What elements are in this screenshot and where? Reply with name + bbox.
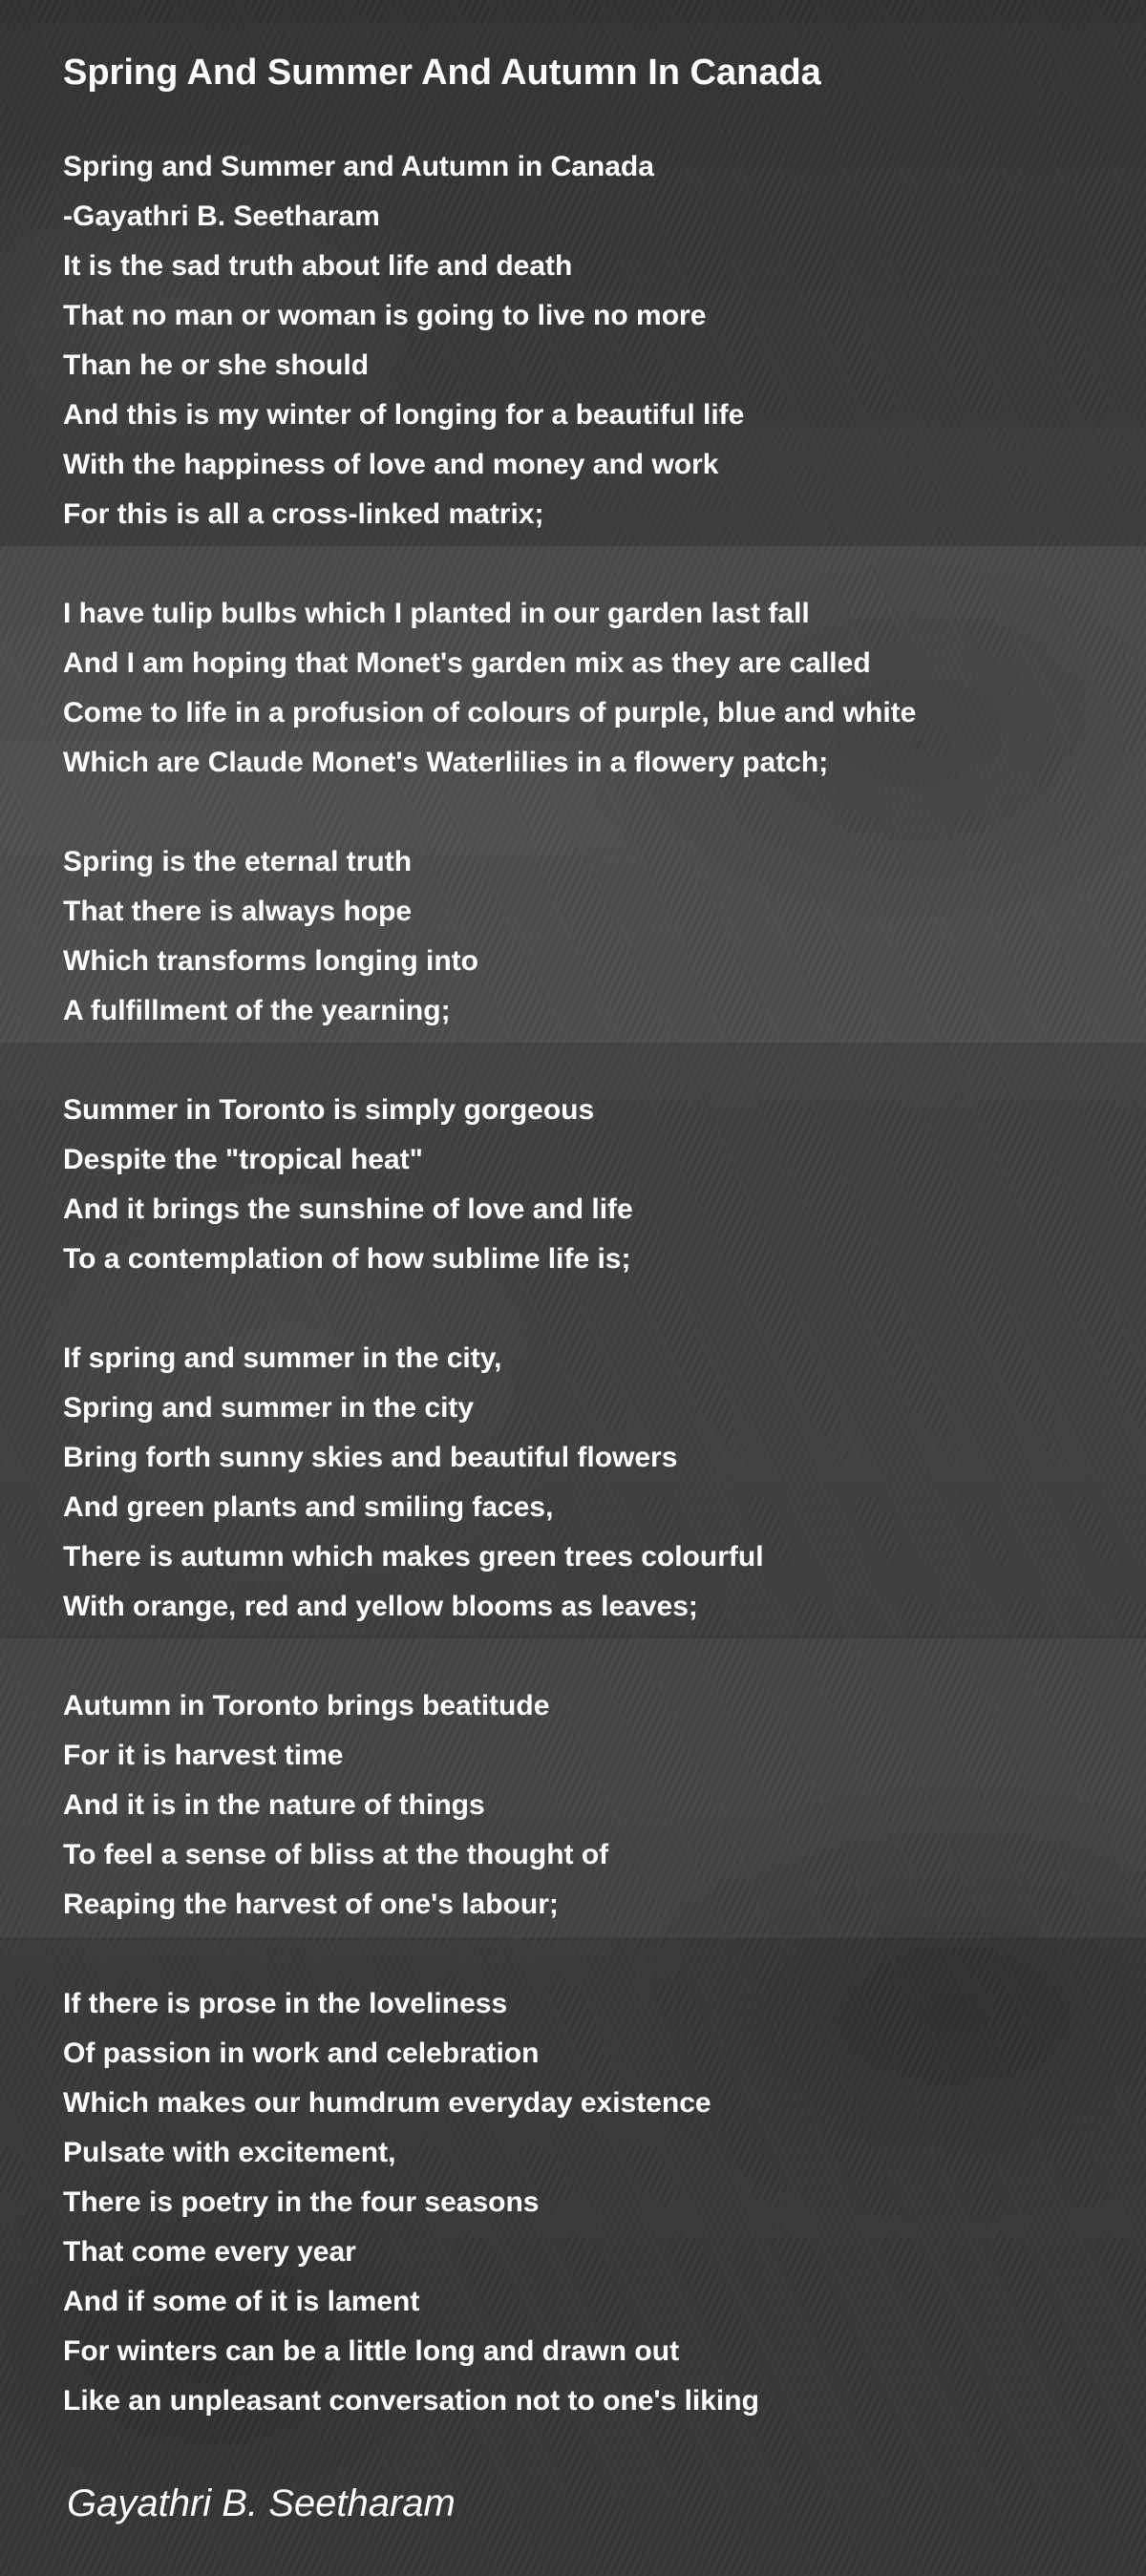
poem-line: Of passion in work and celebration (63, 2038, 540, 2069)
poem-line: And green plants and smiling faces, (63, 1491, 554, 1523)
poem-line: Come to life in a profusion of colours of purple, blue and white (63, 697, 917, 728)
poem-line: I have tulip bulbs which I planted in our garden last fall (63, 598, 810, 629)
poem-line: Spring and summer in the city (63, 1392, 475, 1424)
stanza (63, 1979, 1114, 2426)
author-signature: Gayathri B. Seetharam (67, 2482, 456, 2524)
stanza (63, 589, 1114, 788)
poem-line: To feel a sense of bliss at the thought of (63, 1839, 609, 1870)
poem-line: There is poetry in the four seasons (63, 2186, 540, 2218)
poem-line: If there is prose in the loveliness (63, 1988, 508, 2019)
poem-line: A fulfillment of the yearning; (63, 995, 451, 1026)
stanza (63, 1681, 1114, 1930)
poem-line: For this is all a cross-linked matrix; (63, 498, 544, 530)
poem-line: Autumn in Toronto brings beatitude (63, 1690, 550, 1721)
poem-line: Summer in Toronto is simply gorgeous (63, 1094, 595, 1126)
poem-line: That no man or woman is going to live no more (63, 300, 707, 331)
poem-line: Than he or she should (63, 349, 370, 381)
poem-line: With the happiness of love and money and work (63, 449, 719, 480)
poem-line: And it brings the sunshine of love and life (63, 1193, 633, 1225)
poem-line: Bring forth sunny skies and beautiful flowers (63, 1442, 678, 1473)
poem-line: -Gayathri B. Seetharam (63, 201, 380, 232)
stanza (63, 142, 1114, 539)
poem-line: Spring is the eternal truth (63, 846, 413, 877)
poem-line: Pulsate with excitement, (63, 2137, 396, 2168)
stanza (63, 837, 1114, 1036)
poem-line: Reaping the harvest of one's labour; (63, 1889, 559, 1920)
poem-title: Spring And Summer And Autumn In Canada (63, 53, 821, 93)
poem-line: And I am hoping that Monet's garden mix as they are called (63, 647, 871, 679)
poem-line: To a contemplation of how sublime life is; (63, 1243, 631, 1275)
poem-line: Which transforms longing into (63, 945, 478, 977)
poem-body (63, 142, 1114, 2476)
poem-line: And if some of it is lament (63, 2286, 420, 2317)
stanza (63, 1334, 1114, 1632)
poem-line: It is the sad truth about life and death (63, 250, 573, 282)
poem-line: That come every year (63, 2236, 356, 2268)
poem-line: For it is harvest time (63, 1740, 344, 1771)
poem-line: That there is always hope (63, 896, 413, 927)
poem-line: And this is my winter of longing for a beautiful life (63, 399, 745, 431)
poem-line: Which makes our humdrum everyday existence (63, 2087, 711, 2119)
poem-line: Spring and Summer and Autumn in Canada (63, 151, 654, 182)
poem-line: Like an unpleasant conversation not to one's liking (63, 2385, 759, 2417)
poem-line: For winters can be a little long and drawn out (63, 2335, 680, 2367)
poem-line: If spring and summer in the city, (63, 1342, 502, 1374)
poem-line: Which are Claude Monet's Waterlilies in a flowery patch; (63, 747, 829, 778)
poem-line: And it is in the nature of things (63, 1789, 485, 1821)
poem-line: Despite the "tropical heat" (63, 1144, 423, 1175)
poem-line: There is autumn which makes green trees colourful (63, 1541, 764, 1573)
stanza (63, 1086, 1114, 1284)
poem-line: With orange, red and yellow blooms as leaves; (63, 1591, 698, 1622)
